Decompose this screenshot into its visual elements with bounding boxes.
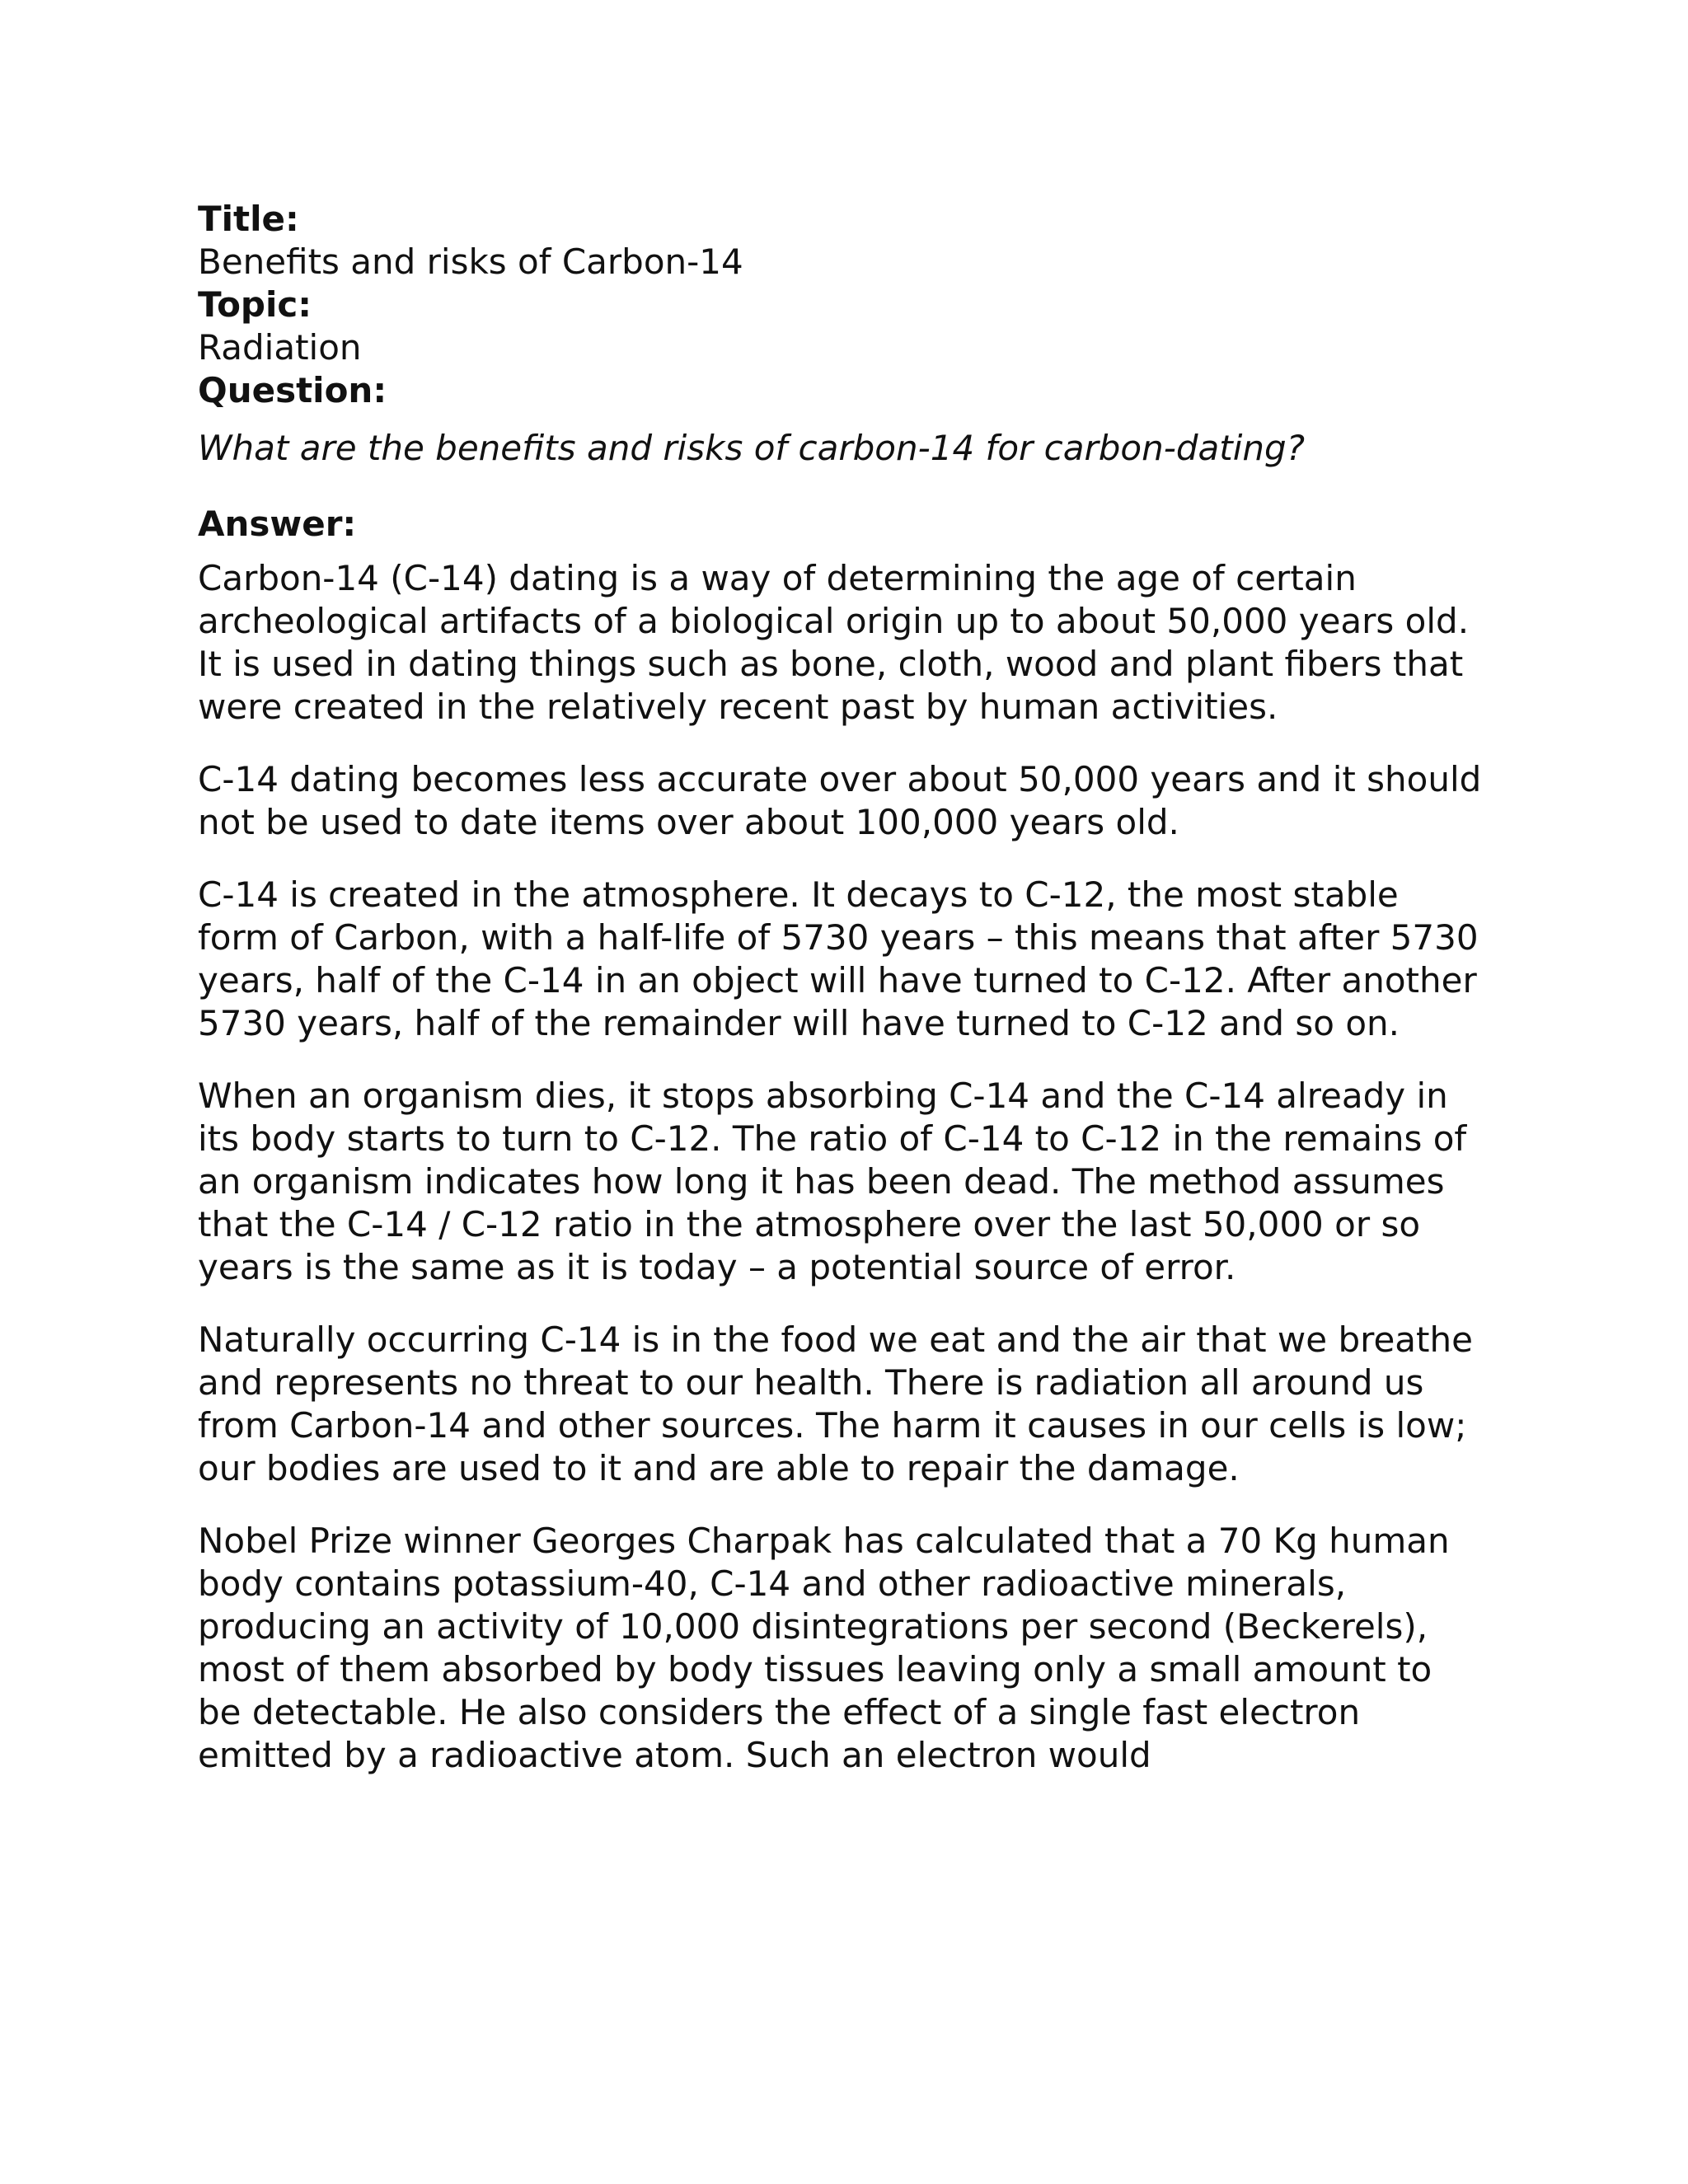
topic-label: Topic: [198,284,312,325]
title-label: Title: [198,199,299,239]
answer-paragraph: Naturally occurring C-14 is in the food we eat and the air that we breathe and represents no threat to our health. There is radiation all around us from Carbon-14 and other sources. The harm it causes in our cells is low; our bodies are used to it and are able to repair the damage. [198,1319,1473,1488]
answer-paragraph: C-14 is created in the atmosphere. It decays to C-12, the most stable form of Carbon, with a half-life of 5730 years – this means that after 5730 years, half of the C-14 in an object will have turned to C-12. After another 5730 years, half of the remainder will have turned to C-12 and so on. [198,874,1479,1043]
answer-paragraph: Nobel Prize winner Georges Charpak has calculated that a 70 Kg human body contains potassium-40, C-14 and other radioactive minerals, producing an activity of 10,000 disintegrations per second (Beckerels), most of them absorbed by body tissues leaving only a small amount to be detectable. He also considers the effect of a single fast electron emitted by a radioactive atom. Such an electron would [198,1521,1450,1775]
answer-paragraph: When an organism dies, it stops absorbing C-14 and the C-14 already in its body starts to turn to C-12. The ratio of C-14 to C-12 in the remains of an organism indicates how long it has been dead. The method assumes that the C-14 / C-12 ratio in the atmosphere over the last 50,000 or so years is the same as it is today – a potential source of error. [198,1076,1467,1287]
answer-label: Answer: [198,504,357,544]
answer-paragraph: Carbon-14 (C-14) dating is a way of determining the age of certain archeological artifacts of a biological origin up to about 50,000 years old. It is used in dating things such as bone, cloth, wood and plant fibers that were created in the relatively recent past by human activities. [198,558,1470,727]
document-page [198,198,1484,1807]
document-topic: Radiation [198,327,362,368]
document-title: Benefits and risks of Carbon-14 [198,241,743,282]
question-text: What are the benefits and risks of carbon-14 for carbon-dating? [198,428,1305,468]
answer-paragraph: C-14 dating becomes less accurate over about 50,000 years and it should not be used to date items over about 100,000 years old. [198,759,1482,842]
question-label: Question: [198,370,387,410]
